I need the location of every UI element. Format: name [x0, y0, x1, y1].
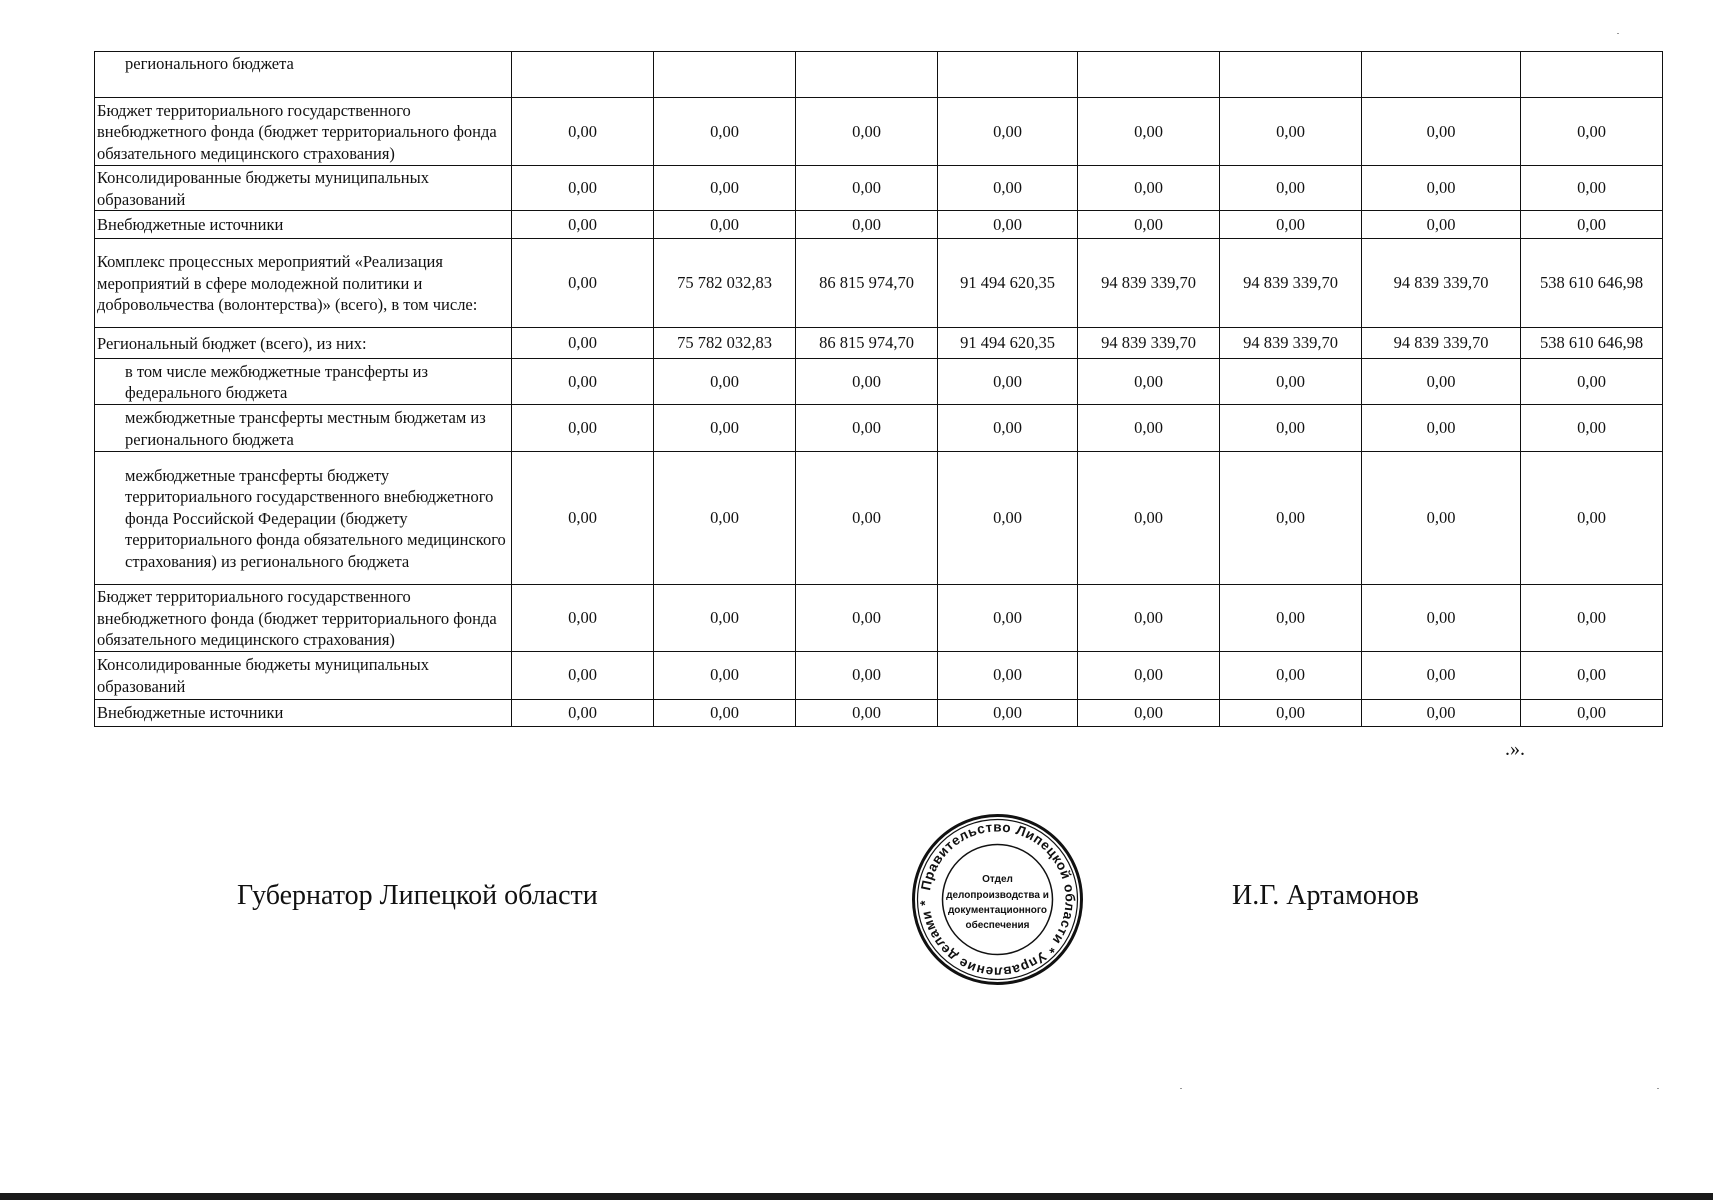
- value-cell: 0,00: [654, 405, 796, 452]
- value-cell: 0,00: [1521, 452, 1663, 585]
- table-row: [95, 699, 1663, 726]
- row-label: Консолидированные бюджеты муниципальных образований: [95, 166, 512, 211]
- value-cell: 0,00: [1521, 585, 1663, 652]
- table-row: [95, 328, 1663, 359]
- value-cell: 94 839 339,70: [1362, 328, 1521, 359]
- value-cell: 0,00: [938, 166, 1078, 211]
- value-cell: 0,00: [1521, 98, 1663, 166]
- table-row: [95, 585, 1663, 652]
- value-cell: 75 782 032,83: [654, 328, 796, 359]
- value-cell: [1078, 52, 1220, 98]
- value-cell: 0,00: [938, 359, 1078, 405]
- signatory-name: И.Г. Артамонов: [1232, 880, 1420, 911]
- value-cell: 0,00: [1078, 98, 1220, 166]
- value-cell: 0,00: [1362, 98, 1521, 166]
- value-cell: 0,00: [1521, 166, 1663, 211]
- value-cell: 0,00: [1220, 98, 1362, 166]
- table-row: [95, 52, 1663, 98]
- row-label: Региональный бюджет (всего), из них:: [95, 328, 512, 359]
- value-cell: 94 839 339,70: [1220, 328, 1362, 359]
- value-cell: 0,00: [654, 651, 796, 699]
- value-cell: 0,00: [512, 585, 654, 652]
- value-cell: 0,00: [1521, 699, 1663, 726]
- table-row: [95, 98, 1663, 166]
- value-cell: 0,00: [654, 98, 796, 166]
- seal-outer-text: Правительство Липецкой области * Управление делами *: [917, 819, 1078, 980]
- value-cell: [654, 52, 796, 98]
- value-cell: 0,00: [796, 585, 938, 652]
- value-cell: 0,00: [1362, 211, 1521, 239]
- value-cell: 0,00: [1220, 166, 1362, 211]
- value-cell: 0,00: [938, 585, 1078, 652]
- value-cell: 0,00: [512, 359, 654, 405]
- value-cell: 0,00: [1078, 651, 1220, 699]
- value-cell: 86 815 974,70: [796, 328, 938, 359]
- value-cell: 91 494 620,35: [938, 239, 1078, 328]
- table-row: [95, 452, 1663, 585]
- value-cell: 0,00: [1078, 166, 1220, 211]
- value-cell: [512, 52, 654, 98]
- value-cell: 0,00: [1220, 452, 1362, 585]
- value-cell: 0,00: [1220, 405, 1362, 452]
- value-cell: 0,00: [1362, 359, 1521, 405]
- official-seal: [910, 812, 1085, 987]
- row-label: межбюджетные трансферты бюджету территориального государственного внебюджетного фонда Российской Федерации (бюджету территориального фонда обязательного медицинского страхования) из регионального бюджета: [95, 452, 512, 585]
- value-cell: 0,00: [1220, 211, 1362, 239]
- value-cell: 0,00: [1521, 359, 1663, 405]
- value-cell: [1521, 52, 1663, 98]
- value-cell: 0,00: [654, 359, 796, 405]
- table-row: [95, 405, 1663, 452]
- value-cell: 0,00: [1078, 452, 1220, 585]
- value-cell: [1362, 52, 1521, 98]
- seal-inner-line: обеспечения: [965, 920, 1030, 931]
- table-row: [95, 211, 1663, 239]
- row-label: Комплекс процессных мероприятий «Реализация мероприятий в сфере молодежной политики и добровольчества (волонтерства)» (всего), в том числе:: [95, 239, 512, 328]
- value-cell: 0,00: [1521, 405, 1663, 452]
- value-cell: 0,00: [938, 651, 1078, 699]
- value-cell: 0,00: [938, 98, 1078, 166]
- value-cell: 0,00: [1078, 405, 1220, 452]
- value-cell: 538 610 646,98: [1521, 239, 1663, 328]
- value-cell: 0,00: [654, 452, 796, 585]
- value-cell: 0,00: [796, 98, 938, 166]
- value-cell: 0,00: [1078, 699, 1220, 726]
- budget-table-body: [95, 52, 1663, 727]
- value-cell: 0,00: [1362, 585, 1521, 652]
- value-cell: 0,00: [1521, 651, 1663, 699]
- value-cell: 0,00: [796, 166, 938, 211]
- value-cell: 0,00: [1220, 359, 1362, 405]
- row-label: Бюджет территориального государственного внебюджетного фонда (бюджет территориального фонда обязательного медицинского страхования): [95, 98, 512, 166]
- seal-inner-line: документационного: [947, 905, 1048, 916]
- value-cell: 0,00: [938, 405, 1078, 452]
- value-cell: 0,00: [1220, 651, 1362, 699]
- value-cell: 0,00: [1362, 166, 1521, 211]
- value-cell: 94 839 339,70: [1078, 239, 1220, 328]
- value-cell: 0,00: [1362, 452, 1521, 585]
- row-label: межбюджетные трансферты местным бюджетам из регионального бюджета: [95, 405, 512, 452]
- table-row: [95, 166, 1663, 211]
- value-cell: [1220, 52, 1362, 98]
- value-cell: 0,00: [1078, 359, 1220, 405]
- value-cell: 0,00: [796, 211, 938, 239]
- value-cell: 0,00: [654, 166, 796, 211]
- value-cell: 0,00: [938, 699, 1078, 726]
- value-cell: 0,00: [654, 585, 796, 652]
- seal-inner-line: Отдел: [982, 874, 1013, 885]
- signatory-title: Губернатор Липецкой области: [237, 880, 598, 911]
- row-label: Внебюджетные источники: [95, 699, 512, 726]
- value-cell: 538 610 646,98: [1521, 328, 1663, 359]
- seal-inner-text: [946, 874, 1049, 931]
- budget-table: [94, 51, 1663, 727]
- value-cell: [796, 52, 938, 98]
- seal-inner-line: делопроизводства и: [946, 890, 1049, 901]
- value-cell: 0,00: [512, 166, 654, 211]
- value-cell: 94 839 339,70: [1220, 239, 1362, 328]
- value-cell: 0,00: [512, 651, 654, 699]
- value-cell: 0,00: [512, 452, 654, 585]
- value-cell: 0,00: [512, 98, 654, 166]
- value-cell: 0,00: [654, 699, 796, 726]
- row-label: в том числе межбюджетные трансферты из федерального бюджета: [95, 359, 512, 405]
- value-cell: 0,00: [1521, 211, 1663, 239]
- value-cell: 0,00: [1220, 585, 1362, 652]
- value-cell: 0,00: [796, 405, 938, 452]
- table-row: [95, 239, 1663, 328]
- row-label: Консолидированные бюджеты муниципальных образований: [95, 651, 512, 699]
- value-cell: 0,00: [938, 452, 1078, 585]
- value-cell: 75 782 032,83: [654, 239, 796, 328]
- value-cell: 0,00: [512, 405, 654, 452]
- value-cell: 86 815 974,70: [796, 239, 938, 328]
- value-cell: 91 494 620,35: [938, 328, 1078, 359]
- value-cell: 0,00: [796, 699, 938, 726]
- value-cell: 0,00: [796, 359, 938, 405]
- value-cell: 0,00: [1078, 585, 1220, 652]
- value-cell: 0,00: [512, 239, 654, 328]
- value-cell: 0,00: [796, 452, 938, 585]
- value-cell: 0,00: [1362, 651, 1521, 699]
- value-cell: 0,00: [1362, 405, 1521, 452]
- value-cell: 0,00: [938, 211, 1078, 239]
- value-cell: 0,00: [512, 699, 654, 726]
- table-row: [95, 651, 1663, 699]
- closing-quote: .».: [1505, 738, 1525, 760]
- value-cell: [938, 52, 1078, 98]
- value-cell: 0,00: [512, 211, 654, 239]
- value-cell: 0,00: [654, 211, 796, 239]
- value-cell: 0,00: [796, 651, 938, 699]
- value-cell: 0,00: [1220, 699, 1362, 726]
- row-label: Бюджет территориального государственного внебюджетного фонда (бюджет территориального фонда обязательного медицинского страхования): [95, 585, 512, 652]
- value-cell: 0,00: [512, 328, 654, 359]
- value-cell: 0,00: [1362, 699, 1521, 726]
- value-cell: 94 839 339,70: [1362, 239, 1521, 328]
- value-cell: 94 839 339,70: [1078, 328, 1220, 359]
- row-label: регионального бюджета: [95, 52, 512, 98]
- scan-edge-bar: [0, 1193, 1713, 1200]
- row-label: Внебюджетные источники: [95, 211, 512, 239]
- table-row: [95, 359, 1663, 405]
- value-cell: 0,00: [1078, 211, 1220, 239]
